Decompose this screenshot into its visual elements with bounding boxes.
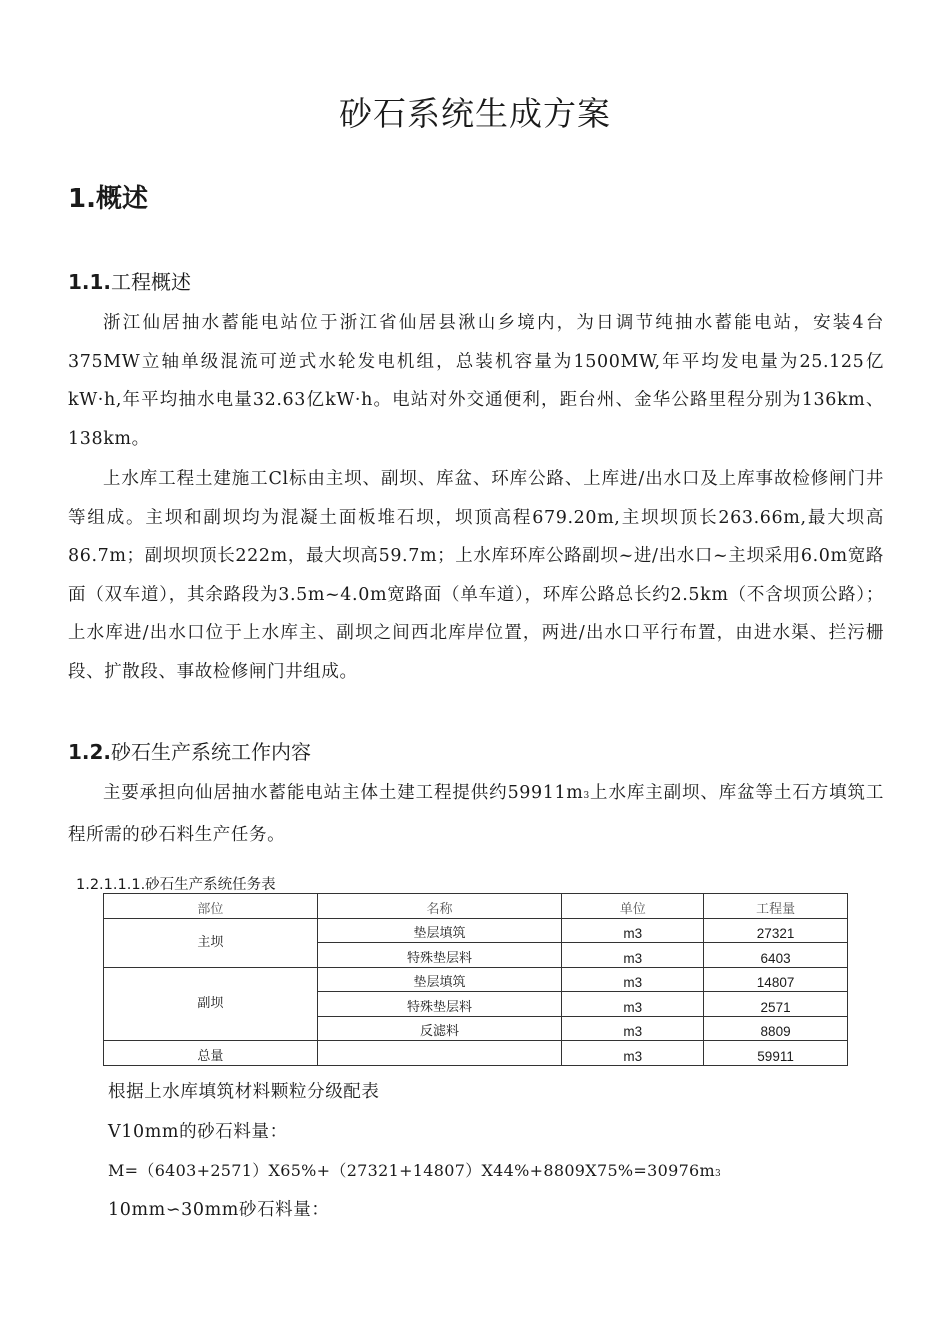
header-name: 名称 [317,894,562,919]
10-30mm-line: 10mm∽30mm砂石料量： [108,1200,330,1220]
formula-unit-sub: 3 [715,1169,722,1179]
quantity-cell: 8809 [704,1016,848,1041]
work-content-rest: 上水库主副坝、库盆等土石方填筑工程所需的砂石料生产任务。 [68,783,884,845]
unit-cell: m3 [562,943,704,968]
work-content-main: 主要承担向仙居抽水蓄能电站主体土建工程提供约59911m [103,783,584,803]
under-10mm-line: V10mm的砂石料量： [108,1122,288,1142]
section-1-2-title: 砂石生产系统工作内容 [111,740,312,764]
name-cell: 反滤料 [317,1016,562,1041]
table-row [104,918,848,943]
total-label-cell: 总量 [104,1041,318,1066]
header-quantity: 工程量 [704,894,848,919]
work-content-paragraph [68,774,884,854]
name-cell: 特殊垫层料 [317,943,562,968]
quantity-cell: 6403 [704,943,848,968]
header-part: 部位 [104,894,318,919]
name-cell: 特殊垫层料 [317,992,562,1017]
quantity-cell: 14807 [704,967,848,992]
unit-cell: m3 [562,967,704,992]
total-unit-cell: m3 [562,1041,704,1066]
table-header-row [104,894,848,919]
part-cell-auxiliary-dam: 副坝 [104,967,318,1041]
work-content-unit-sub: 3 [583,791,590,801]
table-total-row [104,1041,848,1066]
total-name-cell [317,1041,562,1066]
overview-paragraph-2: 上水库工程土建施工Cl标由主坝、副坝、库盆、环库公路、上库进/出水口及上库事故检修闸门井等组成。主坝和副坝均为混凝土面板堆石坝，坝顶高程679.20m,主坝坝顶长263.66m,最大坝高86.7m；副坝坝顶长222m，最大坝高59.7m；上水库环库公路副坝~进/出水口~主坝采用6.0m宽路面（双车道），其余路段为3.5m~4.0m宽路面（单车道），环库公路总长约2.5km（不含坝顶公路）；上水库进/出水口位于上水库主、副坝之间西北库岸位置，两进/出水口平行布置，由进水渠、拦污栅段、扩散段、事故检修闸门井组成。 [68,469,884,682]
table-caption: 1.2.1.1.1.砂石生产系统任务表 [76,877,276,893]
quantity-cell: 27321 [704,918,848,943]
section-1-1-title: 工程概述 [111,270,192,294]
header-unit: 单位 [562,894,704,919]
part-cell-main-dam: 主坝 [104,918,318,967]
unit-cell: m3 [562,918,704,943]
document-title: 砂石系统生成方案 [339,94,611,133]
unit-cell: m3 [562,1016,704,1041]
section-1-2-number: 1.2. [68,740,112,764]
gradation-line: 根据上水库填筑材料颗粒分级配表 [108,1082,380,1102]
total-quantity-cell: 59911 [704,1041,848,1066]
section-1-2-heading [68,736,311,765]
section-1-heading: 1.概述 [68,184,148,214]
name-cell: 垫层填筑 [317,918,562,943]
section-1-1-heading [68,266,191,295]
name-cell: 垫层填筑 [317,967,562,992]
unit-cell: m3 [562,992,704,1017]
task-table [103,893,848,1066]
table-row [104,967,848,992]
formula-line [108,1158,721,1181]
overview-paragraph-1: 浙江仙居抽水蓄能电站位于浙江省仙居县湫山乡境内，为日调节纯抽水蓄能电站，安装4台375MW立轴单级混流可逆式水轮发电机组，总装机容量为1500MW,年平均发电量为25.125亿kW·h,年平均抽水电量32.63亿kW·h。电站对外交通便利，距台州、金华公路里程分别为136km、138km。 [68,313,884,449]
formula-main: M=（6403+2571）X65%+（27321+14807）X44%+8809X75%=30976m [108,1161,716,1180]
quantity-cell: 2571 [704,992,848,1017]
section-1-1-number: 1.1. [68,270,112,294]
